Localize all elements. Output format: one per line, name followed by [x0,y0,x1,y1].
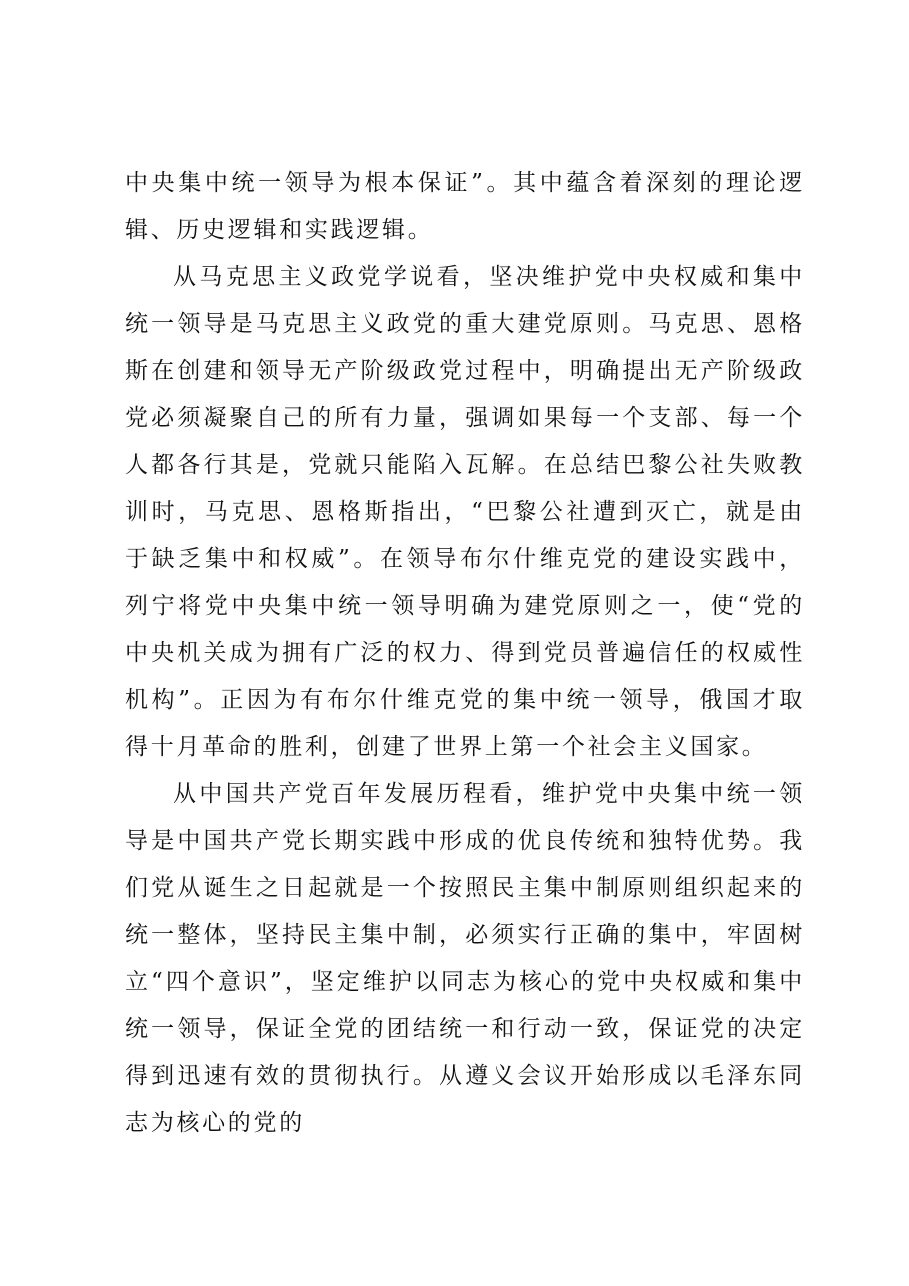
document-body [125,160,805,1147]
paragraph-continuation: 中央集中统一领导为根本保证”。其中蕴含着深刻的理论逻辑、历史逻辑和实践逻辑。 [125,170,805,243]
paragraph-party-history: 从中国共产党百年发展历程看，维护党中央集中统一领导是中国共产党长期实践中形成的优良传统和独特优势。我们党从诞生之日起就是一个按照民主集中制原则组织起来的统一整体，坚持民主集中制，必须实行正确的集中，牢固树立“四个意识”，坚定维护以同志为核心的党中央权威和集中统一领导，保证全党的团结统一和行动一致，保证党的决定得到迅速有效的贯彻执行。从遵义会议开始形成以毛泽东同志为核心的党的 [125,781,805,1136]
paragraph-marxist-theory: 从马克思主义政党学说看，坚决维护党中央权威和集中统一领导是马克思主义政党的重大建党原则。马克思、恩格斯在创建和领导无产阶级政党过程中，明确提出无产阶级政党必须凝聚自己的所有力量，强调如果每一个支部、每一个人都各行其是，党就只能陷入瓦解。在总结巴黎公社失败教训时，马克思、恩格斯指出，“巴黎公社遭到灭亡，就是由于缺乏集中和权威”。在领导布尔什维克党的建设实践中，列宁将党中央集中统一领导明确为建党原则之一，使“党的中央机关成为拥有广泛的权力、得到党员普遍信任的权威性机构”。正因为有布尔什维克党的集中统一领导，俄国才取得十月革命的胜利，创建了世界上第一个社会主义国家。 [125,264,805,760]
